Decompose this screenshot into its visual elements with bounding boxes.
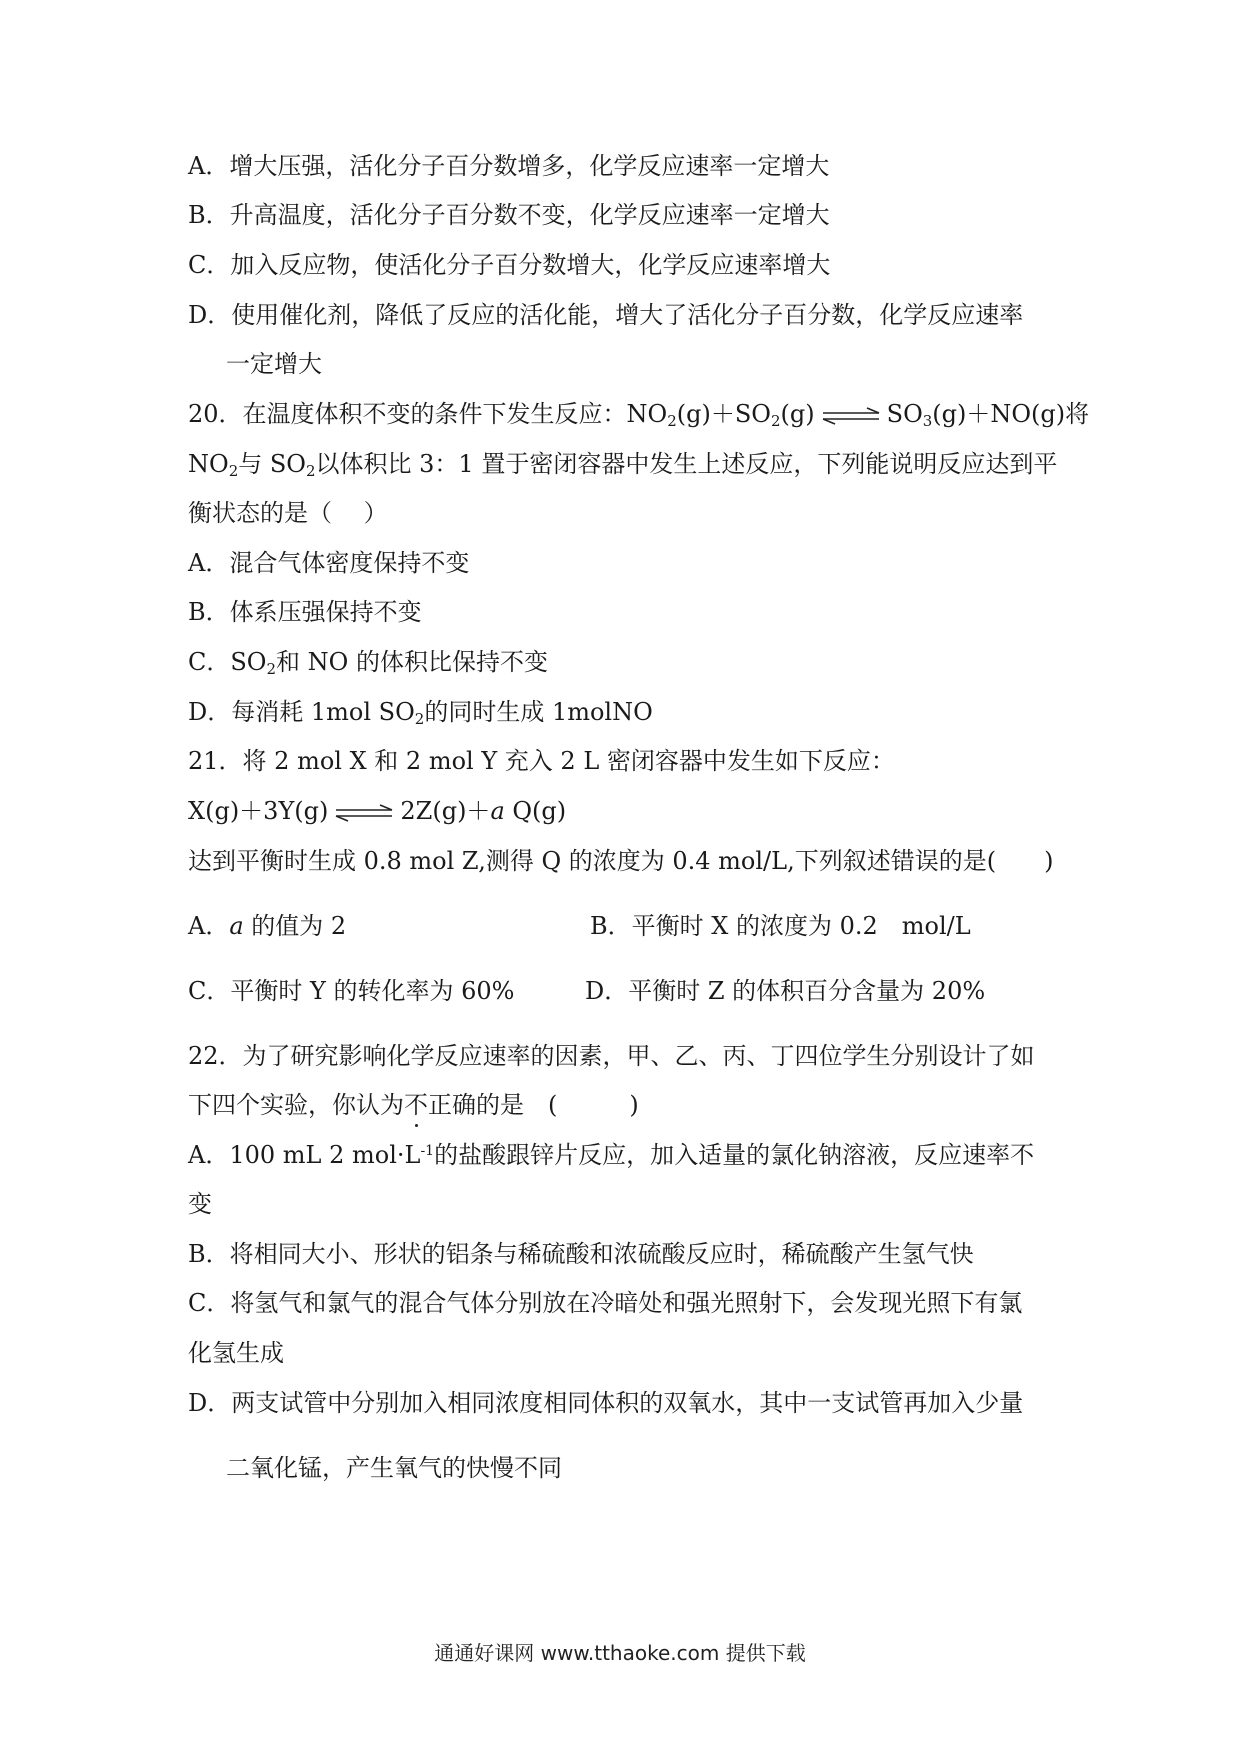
q22-option-d-line2: 二氧化锰，产生氧气的快慢不同 bbox=[226, 1454, 562, 1482]
q22-option-d-line1: D．两支试管中分别加入相同浓度相同体积的双氧水，其中一支试管再加入少量 bbox=[188, 1389, 1024, 1417]
q20-stem-line1 bbox=[188, 398, 1089, 430]
q22-a-b: 的盐酸跟锌片反应，加入适量的氯化钠溶液，反应速率不 bbox=[434, 1141, 1035, 1169]
q22-option-a-line1 bbox=[188, 1139, 1034, 1171]
q20-option-b: B．体系压强保持不变 bbox=[188, 598, 422, 626]
q22-option-c-line2: 化氢生成 bbox=[188, 1339, 284, 1367]
q20-line2-c: 以体积比 3：1 置于密闭容器中发生上述反应，下列能说明反应达到平 bbox=[315, 450, 1058, 478]
q21-eq-right-b: Q(g) bbox=[504, 797, 567, 825]
subscript: 2 bbox=[266, 660, 277, 678]
equilibrium-arrow-icon bbox=[821, 407, 881, 425]
q21-a-italic: a bbox=[229, 912, 244, 940]
equilibrium-arrow-icon bbox=[334, 804, 394, 822]
q20-d-b: 的同时生成 1molNO bbox=[424, 698, 653, 726]
q20-stem-line2 bbox=[188, 448, 1057, 480]
q22-stem-line2 bbox=[188, 1089, 639, 1121]
subscript: 2 bbox=[228, 462, 239, 480]
q20-d-a: D．每消耗 1mol SO bbox=[188, 698, 415, 726]
q21-a-rest: 的值为 2 bbox=[243, 912, 347, 940]
q21-option-b: B．平衡时 X 的浓度为 0.2 mol/L bbox=[590, 912, 971, 940]
subscript: 2 bbox=[770, 412, 781, 430]
subscript: 2 bbox=[414, 710, 425, 728]
q19-option-d-line2: 一定增大 bbox=[226, 350, 322, 378]
q20-c-a: C．SO bbox=[188, 648, 267, 676]
q20-option-d bbox=[188, 696, 653, 728]
q20-eq-mid: (g)＋SO bbox=[676, 400, 771, 428]
page-footer: 通通好课网 www.tthaoke.com 提供下载 bbox=[434, 1641, 806, 1665]
q22-option-a-line2: 变 bbox=[188, 1190, 212, 1218]
subscript: 3 bbox=[922, 412, 933, 430]
subscript: 2 bbox=[305, 462, 316, 480]
q22-stem-line1: 22．为了研究影响化学反应速率的因素，甲、乙、丙、丁四位学生分别设计了如 bbox=[188, 1042, 1035, 1070]
q20-line2-a: NO bbox=[188, 450, 229, 478]
q21-stem: 21．将 2 mol X 和 2 mol Y 充入 2 L 密闭容器中发生如下反应： bbox=[188, 747, 895, 775]
q20-c-b: 和 NO 的体积比保持不变 bbox=[276, 648, 548, 676]
q21-equation bbox=[188, 795, 566, 827]
superscript: -1 bbox=[420, 1143, 435, 1159]
q20-eq-products-a: SO bbox=[886, 400, 923, 428]
q21-eq-italic: a bbox=[490, 797, 505, 825]
q22-option-c-line1: C．将氢气和氯气的混合气体分别放在冷暗处和强光照射下，会发现光照下有氯 bbox=[188, 1289, 1023, 1317]
q22-option-b: B．将相同大小、形状的铝条与稀硫酸和浓硫酸反应时，稀硫酸产生氢气快 bbox=[188, 1240, 974, 1268]
q21-eq-right-a: 2Z(g)＋ bbox=[400, 797, 491, 825]
q19-option-c: C．加入反应物，使活化分子百分数增大，化学反应速率增大 bbox=[188, 251, 831, 279]
q20-stem-lead: 20．在温度体积不变的条件下发生反应：NO bbox=[188, 400, 668, 428]
emphasis-dot-char: 不 bbox=[404, 1091, 428, 1119]
subscript: 2 bbox=[667, 412, 677, 430]
q19-option-a: A．增大压强，活化分子百分数增多，化学反应速率一定增大 bbox=[188, 152, 830, 180]
q20-option-c bbox=[188, 646, 548, 678]
q21-stem-line3: 达到平衡时生成 0.8 mol Z,测得 Q 的浓度为 0.4 mol/L,下列叙述错误的是( ) bbox=[188, 847, 1054, 875]
q21-option-a bbox=[188, 910, 346, 942]
q20-option-a: A．混合气体密度保持不变 bbox=[188, 549, 470, 577]
q22-line2-b: 正确的是 ( ) bbox=[428, 1091, 639, 1119]
q20-eq-products-b: (g)＋NO(g)将 bbox=[932, 400, 1090, 428]
q21-option-c: C．平衡时 Y 的转化率为 60% bbox=[188, 977, 515, 1005]
q20-line2-b: 与 SO bbox=[238, 450, 306, 478]
q21-eq-left: X(g)＋3Y(g) bbox=[188, 797, 329, 825]
q22-line2-a: 下四个实验，你认为 bbox=[188, 1091, 404, 1119]
q19-option-d-line1: D．使用催化剂，降低了反应的活化能，增大了活化分子百分数，化学反应速率 bbox=[188, 301, 1024, 329]
q20-eq-end: (g) bbox=[780, 400, 815, 428]
q22-a-a: A．100 mL 2 mol·L bbox=[188, 1141, 421, 1169]
q20-stem-line3: 衡状态的是（ ） bbox=[188, 499, 388, 527]
q19-option-b: B．升高温度，活化分子百分数不变，化学反应速率一定增大 bbox=[188, 201, 830, 229]
q21-a-lead: A． bbox=[188, 912, 230, 940]
q21-option-d: D．平衡时 Z 的体积百分含量为 20% bbox=[585, 977, 986, 1005]
